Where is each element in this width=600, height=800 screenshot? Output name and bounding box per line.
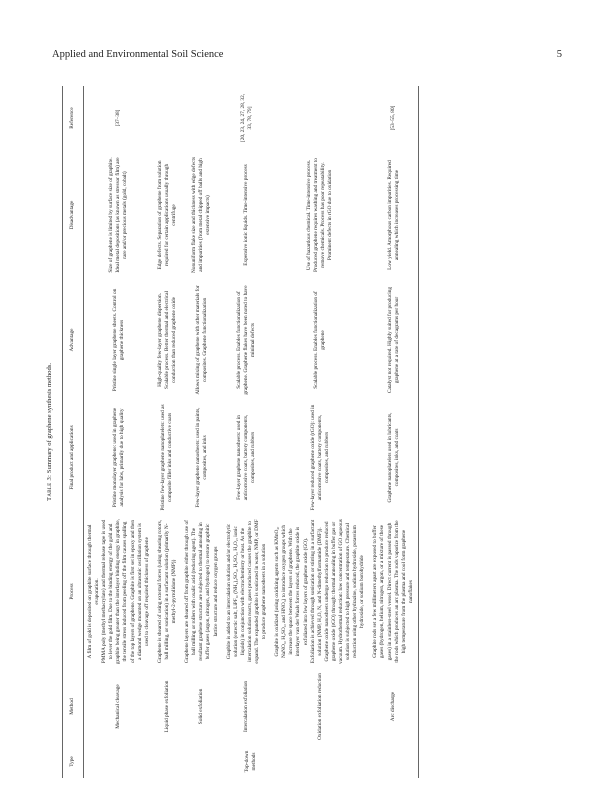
table-row bbox=[154, 86, 181, 778]
header-process: Process bbox=[69, 583, 76, 600]
disadvantage-cell: Low yield. Amorphous carbon impurities. Required annealing which increases processing time bbox=[386, 160, 400, 270]
method-cell: Intercalation exfoliation bbox=[243, 680, 250, 733]
reference-cell: [53–55, 80] bbox=[390, 105, 397, 131]
final-product-cell: Few-layer reduced graphene oxide (rGO): used in anticorrosive coats, battery components, composites, and rubbers bbox=[309, 404, 330, 511]
table-row bbox=[223, 86, 272, 778]
final-product-cell: Few-layer graphene nanosheets: used in anticorrosive coats, battery components, composites, and rubbers bbox=[236, 414, 257, 501]
process-cell bbox=[181, 515, 222, 668]
process-paragraph: Graphite rods set a few millimeters apart are exposed to buffer gases (hydrogen, helium, nitrogen, argon, or a mixture of these gases) in a stainless-steel vessel. Direct current is passed through the rods which produces an arc plasma. The rods vaporize from the high temperature from the plasma and cool form graphene nanoflakes bbox=[372, 520, 414, 663]
process-cell bbox=[369, 515, 418, 668]
process-paragraph: Graphene is sheared of using external forces (using shearing rotors, ball milling, or sonication) in a surfactant solution (primarily N-methyl-2-pyrrolidone (NMP)) bbox=[156, 520, 178, 663]
advantage-cell: High-quality few-layer graphene dispersion. Scalable process. Better thermal and electrical conduction than reduced graphene oxide bbox=[156, 291, 178, 389]
table-caption bbox=[42, 86, 62, 778]
page-number: 5 bbox=[556, 49, 562, 60]
running-head-journal: Applied and Environmental Soil Science bbox=[52, 49, 224, 60]
advantage-cell: Pristine single layer graphene sheets. Control on graphene thickness bbox=[111, 288, 125, 392]
final-product-cell: Graphene nanoplatelets used in lubricants, composites, inks, and coats bbox=[386, 412, 400, 503]
process-paragraph: Exfoliation is achieved through sonication or stirring in a surfactant solution (NMP, H₂O, N, and N-dimethylformamide (DMF)). Graphene oxide nanosheets undergo reduction to produce reduced graphene oxide (rGO) through: thermal annealing in buffer gas or vacuum. Hydrothermal reduction: low concentration of GO aqueous solution is subjected to high pressure and temperature. Chemical reduction using other hydrazine, sodium hydroxide, potassium hydroxide, or sodium borohydride bbox=[309, 519, 366, 664]
final-product-cell: Pristine few-layer graphene nanoplatelets: used as composite filler inks and conductive coats bbox=[160, 404, 174, 511]
reference-cell bbox=[271, 86, 369, 150]
advantage-cell: Scalable process. Enables functionalization of graphene. Graphene flakes have been noted to have minimal defects bbox=[236, 285, 257, 395]
advantage-cell: Allows mixing of graphene with other materials for composites. Graphene functionalization bbox=[194, 285, 208, 395]
rotated-table-container bbox=[42, 86, 419, 778]
process-paragraph: Graphene layers are sheared off from graphite either through use of ball milling or rollers with oxalic acid (reducing agent). The resultant graphene structure are subjected to thermal annealing in buffer gases (argon, nitrogen, and hydrogen) to restore graphitic lattice structure and reduce oxygen groups bbox=[184, 520, 219, 663]
process-paragraph: Graphite is oxidized (using oxidizing agents such as KMnO₄, NaNO₃, H₂SO₄, and HNO₃) to introduce oxygen groups which increase the space between the layers of graphene. With the interlayer van der Waals forces reduced, the graphite oxide is exfoliated into few layers of graphene oxide (GO). bbox=[274, 524, 309, 659]
process-cell bbox=[84, 515, 154, 668]
header-reference: Reference bbox=[69, 107, 76, 129]
process-cell bbox=[154, 515, 181, 668]
disadvantage-cell: Use of hazardous chemical. Time-intensive process. Produced graphene requires washing and treatment to remove chemicals. Process has poor repeatability. Prominent defects in rGO due to oxidation bbox=[306, 158, 334, 272]
method-cell: Arc discharge bbox=[390, 691, 397, 722]
advantage-cell: Scalable process. Enables functionalization of graphene bbox=[313, 291, 327, 389]
reference-cell: [20, 23, 24, 27, 28, 32, 33, 78, 79] bbox=[239, 93, 253, 143]
header-disadvantage: Disadvantage bbox=[69, 200, 76, 230]
header-type: Type bbox=[69, 756, 76, 767]
table-row bbox=[181, 86, 222, 778]
table-row bbox=[84, 86, 154, 778]
type-cell: Top-down methods bbox=[243, 750, 257, 773]
final-product-cell: Few-layer graphene nanosheets: used in paints, composites, and inks bbox=[194, 407, 208, 508]
method-cell: Mechanical cleavage bbox=[115, 684, 122, 729]
method-cell: Oxidation exfoliation reduction bbox=[316, 673, 323, 740]
header-final-product: Final product and applications bbox=[69, 425, 76, 490]
header-advantage: Advantage bbox=[69, 328, 76, 352]
reference-cell bbox=[154, 86, 181, 150]
synthesis-methods-table bbox=[62, 86, 419, 778]
table-caption-text: Summary of graphene synthesis methods. bbox=[46, 363, 53, 474]
table-label: Table 3: bbox=[46, 474, 53, 501]
advantage-cell: Catalyst not required. Highly suited for producing graphene at a rate of decagrams per hour bbox=[386, 286, 400, 394]
final-product-cell: Pristine monolayer graphene: used in graphene analysis for labs, primarily due to high quality bbox=[111, 407, 125, 508]
method-cell: Liquid phase exfoliation bbox=[163, 680, 170, 733]
header-method: Method bbox=[69, 698, 76, 715]
disadvantage-cell: Nonuniform flake size and thickness with edge defects and impurities (from metal chipped off balls and high extensive impacts) bbox=[191, 156, 212, 274]
disadvantage-cell: Expensive ionic liquids. Time-intensive process bbox=[243, 164, 250, 266]
disadvantage-cell: Size of graphene is limited by surface size of graphite. Ideal metal depositions (as known as stressor film) are rare and/or precious metals (gold, cobalt) bbox=[108, 157, 129, 273]
process-paragraph: Graphite is added to an intercalation solution and/or electrolytic solution (eutectic salt, LiPF₆, (NH₄)₂SO₄, H₂SO₄, H₂O₂, ionic liquids) in conjunction with electrochemistry or heat. As the intercalation solution reacts, gases produced causes the graphite to expand. The expanded graphite is sonicated in water, NMP, or DMF to produce graphene nanosheets in a solution bbox=[225, 519, 268, 664]
process-cell bbox=[271, 515, 369, 668]
process-paragraph: PMMA poly (methyl methacrylate) and thermal release tape is used to lever the gold film. Due to the binding energy of the gold and graphite being greater than the interlayer binding energy in graphite, the tensile stress induced from peeling off the film causes spalling of the top layers of graphene. Graphite is first set in epoxy and then a diamond wedge mounted on an ultrasonic oscillation system is used to cleavage off required thickness of graphene bbox=[101, 519, 150, 664]
table-row bbox=[271, 86, 369, 778]
disadvantage-cell: Edge defects. Separation of graphene from solution required for certain applications usually through centrifuge bbox=[156, 160, 178, 270]
reference-cell bbox=[181, 86, 222, 150]
method-cell: Solid exfoliation bbox=[198, 688, 205, 725]
process-cell bbox=[223, 515, 272, 668]
reference-cell: [37–38] bbox=[115, 109, 122, 127]
table-header-row bbox=[63, 86, 84, 778]
process-paragraph: A film of gold is deposited on graphite surface through thermal evaporation. bbox=[87, 524, 101, 659]
table-row bbox=[369, 86, 418, 778]
